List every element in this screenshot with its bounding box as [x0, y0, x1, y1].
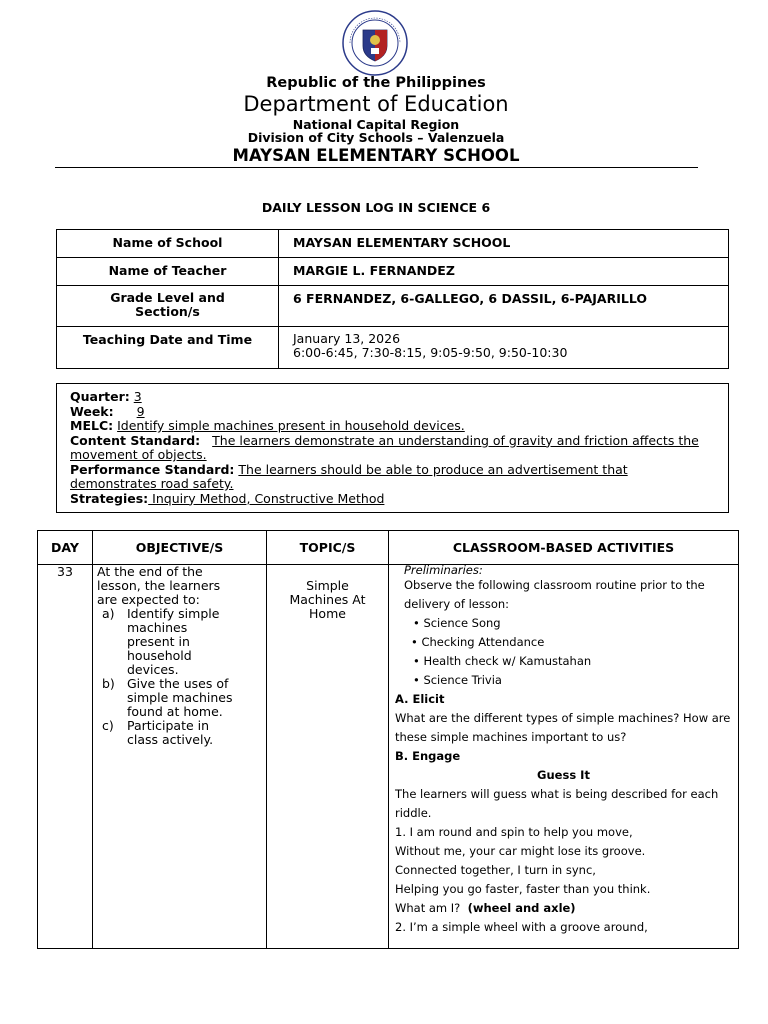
- grade-label: [57, 286, 279, 327]
- table-header-row: [38, 531, 739, 565]
- elicit-question: What are the different types of simple machines? How are: [395, 711, 731, 725]
- content-standard-value-cont: movement of objects.: [70, 447, 207, 462]
- list-item: • Health check w/ Kamustahan: [413, 654, 592, 668]
- quarter-label: Quarter:: [70, 389, 130, 404]
- grade-value: 6 FERNANDEZ, 6-GALLEGO, 6 DASSIL, 6-PAJARILLO: [279, 286, 729, 327]
- activities-header: CLASSROOM-BASED ACTIVITIES: [389, 531, 739, 565]
- week-value: 9: [136, 403, 145, 419]
- activities-cell: [389, 565, 739, 949]
- objectives-header: OBJECTIVE/S: [93, 531, 267, 565]
- routine-text: Observe the following classroom routine prior to the: [404, 578, 705, 592]
- performance-standard-value: The learners should be able to produce an advertisement that: [238, 461, 628, 477]
- content-standard-line: [70, 434, 728, 449]
- performance-standard-line: [70, 463, 728, 478]
- week-label: Week:: [70, 403, 114, 419]
- content-standard-label: Content Standard:: [70, 432, 201, 448]
- performance-standard-label: Performance Standard:: [70, 461, 235, 477]
- melc-line: [70, 419, 728, 434]
- list-item: b) Give the uses of simple machines found at home.: [102, 676, 233, 719]
- teacher-value: MARGIE L. FERNANDEZ: [279, 258, 729, 286]
- date-value: [279, 327, 729, 369]
- list-item: c) Participate in class actively.: [102, 718, 214, 747]
- riddle-line: Connected together, I turn in sync,: [395, 863, 596, 877]
- table-row: [57, 286, 729, 327]
- list-item: • Checking Attendance: [411, 635, 545, 649]
- week-line: [70, 405, 728, 420]
- strategies-line: [70, 492, 728, 507]
- preliminaries-label: Preliminaries:: [404, 563, 483, 577]
- list-item: • Science Song: [413, 616, 501, 630]
- standards-box: [56, 383, 729, 513]
- objective-intro: At the end of the lesson, the learners are expected to:: [97, 564, 221, 607]
- department-heading: Department of Education: [243, 92, 509, 116]
- routine-text: delivery of lesson:: [404, 597, 510, 611]
- strategies-value: Inquiry Method, Constructive Method: [148, 490, 385, 506]
- performance-standard-line-2: [70, 477, 728, 492]
- list-item: • Science Trivia: [413, 673, 502, 687]
- riddle-line: Helping you go faster, faster than you think.: [395, 882, 651, 896]
- activity-instruction: The learners will guess what is being described for each: [395, 787, 719, 801]
- teaching-time: 6:00-6:45, 7:30-8:15, 9:05-9:50, 9:50-10:30: [293, 345, 568, 360]
- performance-standard-value-cont: demonstrates road safety.: [70, 476, 234, 491]
- date-label: Teaching Date and Time: [57, 327, 279, 369]
- table-row: [38, 565, 739, 949]
- grade-label-line: Section/s: [135, 304, 200, 319]
- table-row: [57, 258, 729, 286]
- riddle-answer: (wheel and axle): [467, 901, 576, 915]
- quarter-line: [70, 390, 728, 405]
- activity-title: Guess It: [537, 768, 590, 782]
- strategies-label: Strategies:: [70, 490, 149, 506]
- teacher-label: Name of Teacher: [57, 258, 279, 286]
- objective-list: [97, 607, 262, 747]
- day-header: DAY: [38, 531, 93, 565]
- day-cell: 33: [38, 565, 93, 949]
- elicit-heading: A. Elicit: [395, 692, 445, 706]
- school-heading: MAYSAN ELEMENTARY SCHOOL: [232, 146, 520, 165]
- division-heading: Division of City Schools – Valenzuela: [247, 130, 505, 145]
- header-divider: [55, 167, 698, 168]
- elicit-question: these simple machines important to us?: [395, 730, 627, 744]
- content-standard-line-2: [70, 448, 728, 463]
- school-label: Name of School: [57, 230, 279, 258]
- riddle-line: 1. I am round and spin to help you move,: [395, 825, 633, 839]
- melc-value: Identify simple machines present in household devices.: [117, 418, 465, 433]
- list-item: a) Identify simple machines present in household devices.: [102, 606, 220, 677]
- melc-label: MELC:: [70, 418, 114, 433]
- riddle-line: 2. I’m a simple wheel with a groove around,: [395, 920, 648, 934]
- engage-heading: B. Engage: [395, 749, 461, 763]
- teaching-date: January 13, 2026: [293, 331, 401, 346]
- table-row: [57, 327, 729, 369]
- table-row: [57, 230, 729, 258]
- region-heading: National Capital Region: [292, 117, 460, 132]
- info-table: [56, 229, 729, 369]
- topics-header: TOPIC/S: [267, 531, 389, 565]
- lesson-log-table: [37, 530, 739, 949]
- content-standard-value: The learners demonstrate an understanding of gravity and friction affects the: [212, 432, 699, 448]
- republic-heading: Republic of the Philippines: [266, 75, 486, 91]
- riddle-line: Without me, your car might lose its groove.: [395, 844, 646, 858]
- grade-label-line: Grade Level and: [110, 290, 225, 305]
- school-value: MAYSAN ELEMENTARY SCHOOL: [279, 230, 729, 258]
- document-title: DAILY LESSON LOG IN SCIENCE 6: [261, 200, 491, 215]
- objectives-cell: [93, 565, 267, 949]
- quarter-value: 3: [133, 389, 142, 404]
- topic-cell: Simple Machines At Home: [267, 565, 389, 949]
- deped-seal: [342, 10, 408, 76]
- activity-instruction: riddle.: [395, 806, 432, 820]
- riddle-question: What am I? (wheel and axle): [395, 901, 576, 915]
